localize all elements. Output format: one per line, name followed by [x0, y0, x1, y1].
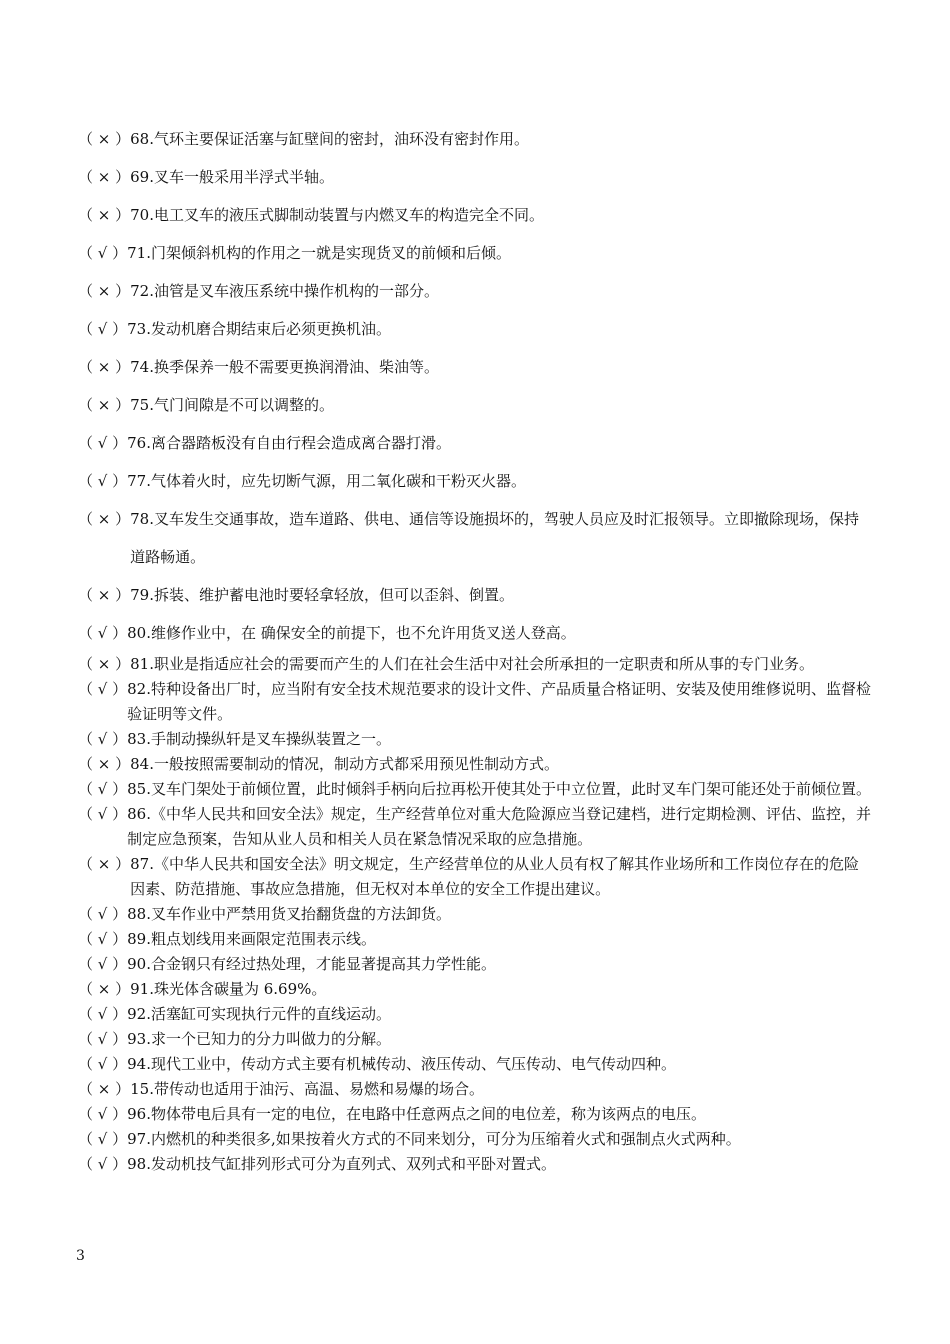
- answer-mark: （ √ ）: [78, 1030, 128, 1048]
- answer-mark: （ √ ）: [78, 905, 128, 923]
- question-item: [78, 1127, 872, 1152]
- answer-mark: （ √ ）: [78, 680, 128, 698]
- question-item: [78, 310, 872, 348]
- question-item: [78, 727, 872, 752]
- answer-mark: （ √ ）: [78, 1005, 128, 1023]
- question-item: [78, 120, 872, 158]
- question-text: 98.发动机技气缸排列形式可分为直列式、双列式和平卧对置式。: [127, 1155, 556, 1173]
- answer-mark: （ √ ）: [78, 1055, 128, 1073]
- question-item: [78, 952, 872, 977]
- question-text: 82.特种设备出厂时，应当附有安全技术规范要求的设计文件、产品质量合格证明、安装及使用维修说明、监督检验证明等文件。: [127, 680, 871, 723]
- answer-mark: （ √ ）: [78, 624, 128, 642]
- question-text: 68.气环主要保证活塞与缸壁间的密封，油环没有密封作用。: [130, 130, 529, 148]
- question-text: 71.门架倾斜机构的作用之一就是实现货叉的前倾和后倾。: [127, 244, 511, 262]
- question-text: 84.一般按照需要制动的情况，制动方式都采用预见性制动方式。: [130, 755, 559, 773]
- answer-mark: （ × ）: [78, 168, 131, 186]
- question-text: 93.求一个已知力的分力叫做力的分解。: [127, 1030, 391, 1048]
- question-text: 77.气体着火时，应先切断气源，用二氧化碳和干粉灭火器。: [127, 472, 526, 490]
- question-text: 85.叉车门架处于前倾位置，此时倾斜手柄向后拉再松开使其处于中立位置，此时叉车门架可能还处于前倾位置。: [127, 780, 871, 798]
- question-text: 80.维修作业中，在 确保安全的前提下，也不允许用货叉送人登高。: [127, 624, 576, 642]
- answer-mark: （ √ ）: [78, 955, 128, 973]
- question-item: [78, 1077, 872, 1102]
- question-text: 86.《中华人民共和回安全法》规定，生产经营单位对重大危险源应当登记建档，进行定期检测、评估、监控，并制定应急预案，告知从业人员和相关人员在紧急情况采取的应急措施。: [127, 805, 871, 848]
- question-item: [78, 652, 872, 677]
- answer-mark: （ × ）: [78, 510, 131, 528]
- question-item: [78, 677, 872, 727]
- answer-mark: （ × ）: [78, 980, 131, 998]
- question-text: 70.电工叉车的液压式脚制动装置与内燃叉车的构造完全不同。: [130, 206, 544, 224]
- question-text: 97.内燃机的种类很多,如果按着火方式的不同来划分，可分为压缩着火式和强制点火式两种。: [127, 1130, 741, 1148]
- page-number: 3: [76, 1248, 85, 1264]
- question-item: [78, 852, 872, 902]
- answer-mark: （ √ ）: [78, 1130, 128, 1148]
- question-text: 89.粗点划线用来画限定范围表示线。: [127, 930, 376, 948]
- answer-mark: （ √ ）: [78, 244, 128, 262]
- question-text: 88.叉车作业中严禁用货叉抬翻货盘的方法卸货。: [127, 905, 451, 923]
- answer-mark: （ √ ）: [78, 472, 128, 490]
- question-item: [78, 802, 872, 852]
- answer-mark: （ × ）: [78, 282, 131, 300]
- question-text: 91.珠光体含碳量为 6.69%。: [130, 980, 327, 998]
- question-item: [78, 462, 872, 500]
- question-item: [78, 576, 872, 614]
- question-item: [78, 234, 872, 272]
- question-item: [78, 752, 872, 777]
- question-text: 87.《中华人民共和国安全法》明文规定，生产经营单位的从业人员有权了解其作业场所和工作岗位存在的危险因素、防范措施、事故应急措施，但无权对本单位的安全工作提出建议。: [130, 855, 859, 898]
- question-text: 96.物体带电后具有一定的电位，在电路中任意两点之间的电位差，称为该两点的电压。: [127, 1105, 706, 1123]
- question-item: [78, 386, 872, 424]
- answer-mark: （ √ ）: [78, 730, 128, 748]
- question-text: 90.合金钢只有经过热处理，才能显著提高其力学性能。: [127, 955, 496, 973]
- answer-mark: （ × ）: [78, 206, 131, 224]
- question-item: [78, 1052, 872, 1077]
- question-text: 72.油管是叉车液压系统中操作机构的一部分。: [130, 282, 439, 300]
- question-item: [78, 1027, 872, 1052]
- answer-mark: （ × ）: [78, 655, 131, 673]
- question-item: [78, 977, 872, 1002]
- question-item: [78, 424, 872, 462]
- question-text: 74.换季保养一般不需要更换润滑油、柴油等。: [130, 358, 439, 376]
- question-text: 15.带传动也适用于油污、高温、易燃和易爆的场合。: [130, 1080, 484, 1098]
- question-text: 92.活塞缸可实现执行元件的直线运动。: [127, 1005, 391, 1023]
- question-text: 81.职业是指适应社会的需要而产生的人们在社会生活中对社会所承担的一定职责和所从事的专门业务。: [130, 655, 814, 673]
- question-item: [78, 1002, 872, 1027]
- question-text: 83.手制动操纵轩是叉车操纵装置之一。: [127, 730, 391, 748]
- question-item: [78, 927, 872, 952]
- question-text: 75.气门间隙是不可以调整的。: [130, 396, 334, 414]
- question-text: 69.叉车一般采用半浮式半轴。: [130, 168, 334, 186]
- question-text: 78.叉车发生交通事故，造车道路、供电、通信等设施损坏的，驾驶人员应及时汇报领导。立即撤除现场，保持道路畅通。: [130, 510, 859, 566]
- answer-mark: （ × ）: [78, 1080, 131, 1098]
- question-item: [78, 902, 872, 927]
- answer-mark: （ √ ）: [78, 780, 128, 798]
- answer-mark: （ √ ）: [78, 805, 128, 823]
- question-item: [78, 196, 872, 234]
- question-item: [78, 777, 872, 802]
- question-text: 94.现代工业中，传动方式主要有机械传动、液压传动、气压传动、电气传动四种。: [127, 1055, 676, 1073]
- answer-mark: （ √ ）: [78, 320, 128, 338]
- question-item: [78, 272, 872, 310]
- question-item: [78, 1102, 872, 1127]
- question-item: [78, 614, 872, 652]
- question-text: 79.拆装、维护蓄电池时要轻拿轻放，但可以歪斜、倒置。: [130, 586, 514, 604]
- question-item: [78, 158, 872, 196]
- question-text: 73.发动机磨合期结束后必须更换机油。: [127, 320, 391, 338]
- answer-mark: （ × ）: [78, 130, 131, 148]
- question-item: [78, 348, 872, 386]
- answer-mark: （ × ）: [78, 586, 131, 604]
- answer-mark: （ √ ）: [78, 1105, 128, 1123]
- question-text: 76.离合器踏板没有自由行程会造成离合器打滑。: [127, 434, 451, 452]
- question-list: [78, 120, 872, 1177]
- answer-mark: （ × ）: [78, 396, 131, 414]
- answer-mark: （ √ ）: [78, 1155, 128, 1173]
- answer-mark: （ × ）: [78, 855, 131, 873]
- question-item: [78, 1152, 872, 1177]
- question-item: [78, 500, 872, 576]
- answer-mark: （ × ）: [78, 358, 131, 376]
- answer-mark: （ √ ）: [78, 434, 128, 452]
- answer-mark: （ × ）: [78, 755, 131, 773]
- answer-mark: （ √ ）: [78, 930, 128, 948]
